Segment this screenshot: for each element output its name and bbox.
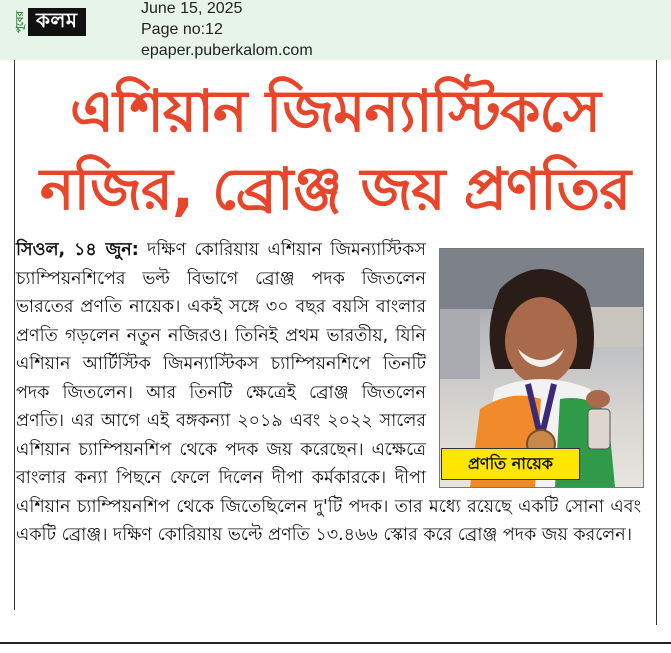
site-url[interactable]: epaper.puberkalom.com xyxy=(141,42,313,59)
article-paragraph: দক্ষিণ কোরিয়ায় এশিয়ান জিমন্যাস্টিকস চ্যাম্পিয়নশিপের ভল্ট বিভাগে ব্রোঞ্জ পদক জিতলেন ভারতের প্রণতি নায়েক। একই সঙ্গে ৩০ বছর বয়সি বাংলার প্রণতি গড়লেন নতুন নজিরও। তিনিই প্রথম ভারতীয়, যিনি এশিয়ান আর্টিস্টিক জিমন্যাস্টিকস চ্যাম্পিয়নশিপে তিনটি পদক জিতলেন। আর তিনটি ক্ষেত্রেই ব্রোঞ্জ জিতলেন প্রণতি। এর আগে এই বঙ্গকন্যা ২০১৯ এবং ২০২২ সালের এশিয়ান চ্যাম্পিয়নশিপ থেকে পদক জয় করেছেন। এক্ষেত্রে বাংলার কন্যা পিছনে ফেলে দিলেন দীপা কর্মকারকে। দীপা এশিয়ান চ্যাম্পিয়নশিপ থেকে জিতেছিলেন দু'টি পদক। তার মধ্যে রয়েছে একটি সোনা এবং একটি ব্রোঞ্জ। দক্ষিণ কোরিয়ায় ভল্টে প্রণতি ১৩.৪৬৬ স্কোর করে ব্রোঞ্জ পদক জয় করলেন। xyxy=(16,240,641,545)
article-headline xyxy=(10,72,660,228)
article-dateline: সিওল, ১৪ জুন: xyxy=(16,240,139,260)
page-number: Page no:12 xyxy=(141,21,223,38)
headline-line-2: নজির, ব্রোঞ্জ জয় প্রণতির xyxy=(39,155,631,223)
edition-meta xyxy=(141,0,313,61)
photo-caption: প্রণতি নায়েক xyxy=(441,448,580,480)
edition-date: June 15, 2025 xyxy=(141,0,243,17)
logo-wordmark: কলম xyxy=(28,8,86,36)
frame-rule-bottom xyxy=(0,642,671,644)
logo-tagline: পূবের xyxy=(15,11,26,33)
headline-line-1: এশিয়ান জিমন্যাস্টিকসে xyxy=(69,77,601,145)
epaper-header xyxy=(0,0,671,60)
newspaper-logo xyxy=(16,6,86,38)
